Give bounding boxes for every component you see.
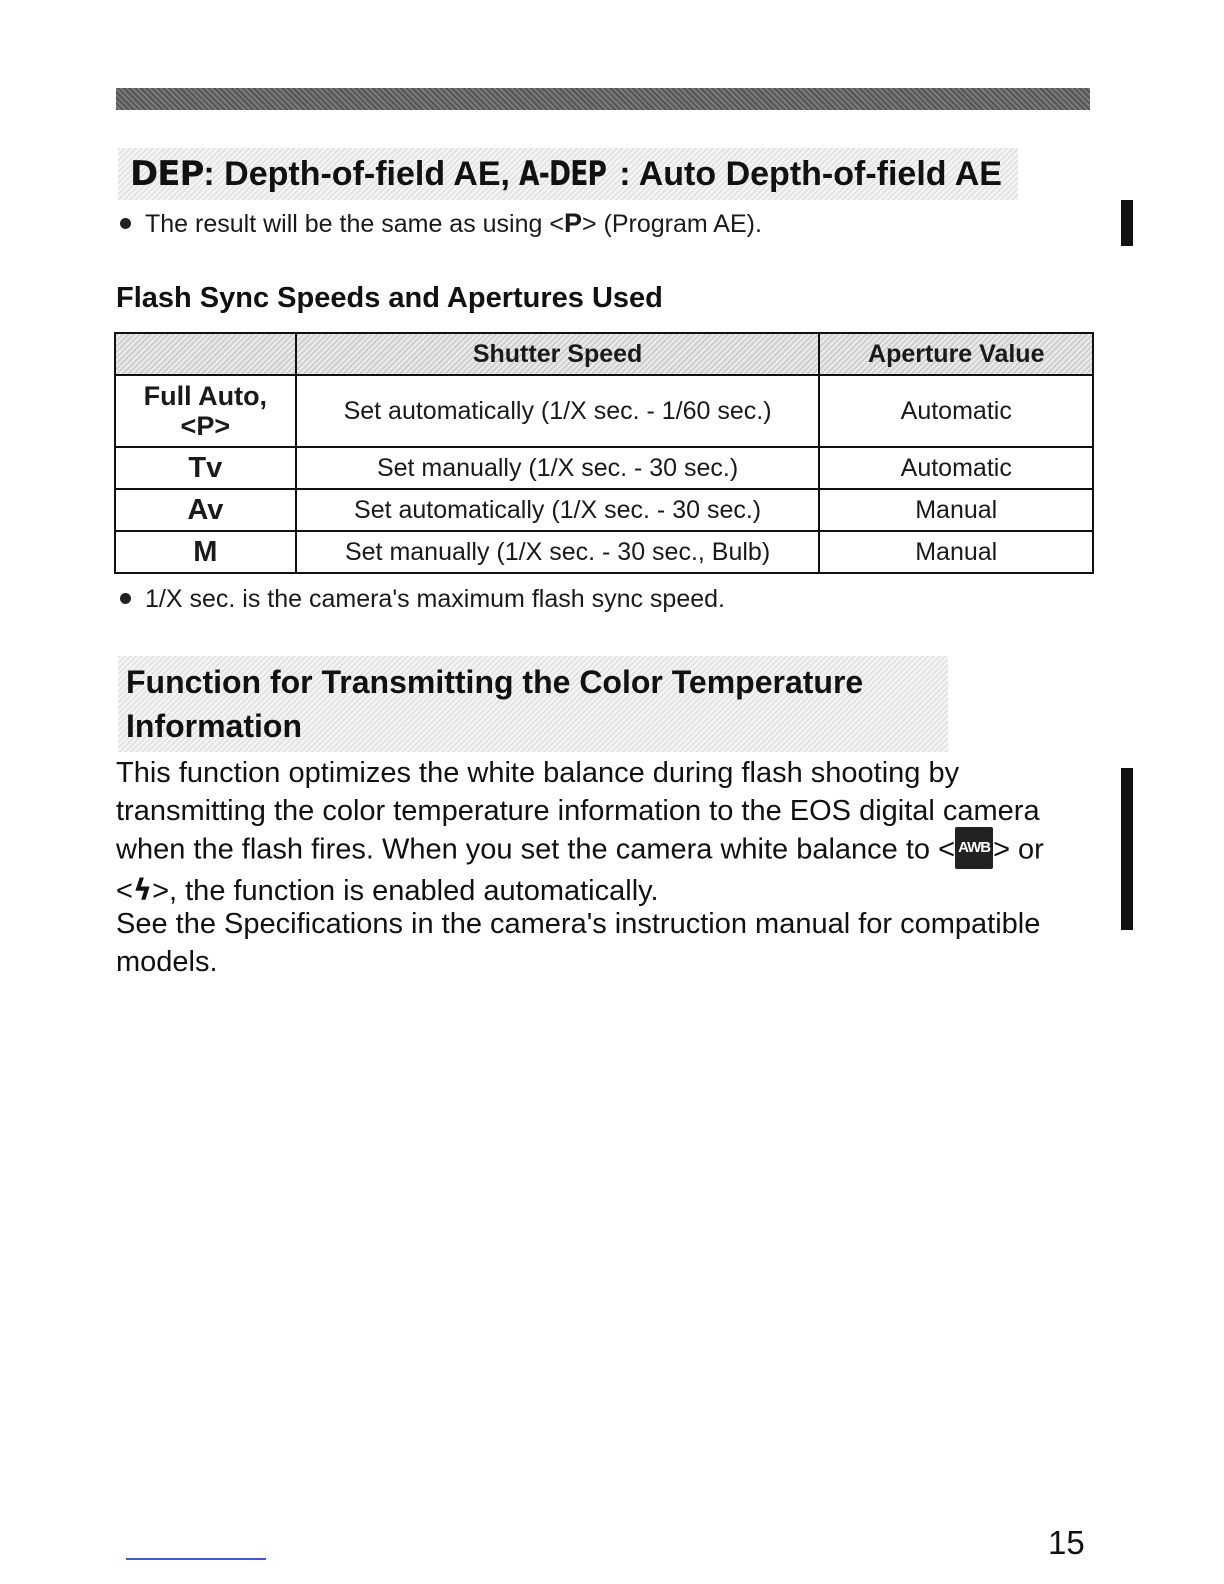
flash-sync-table xyxy=(114,332,1094,574)
color-temp-paragraph: This function optimizes the white balance during flash shooting by transmitting the color temperature information to the EOS digital camera when the flash fires. When you set the camera white balance to < AWB > or <ϟ>, the function is enabled automatically. xyxy=(116,757,1044,907)
mode-cell: M xyxy=(115,531,296,573)
table-row xyxy=(115,447,1093,489)
header-cell-shutter: Shutter Speed xyxy=(296,333,820,375)
aperture-cell: Automatic xyxy=(819,375,1093,447)
shutter-cell: Set automatically (1/X sec. - 1/60 sec.) xyxy=(296,375,820,447)
a-dep-heading-label: Auto Depth-of-field AE xyxy=(638,155,1002,193)
dep-heading: DEP: Depth-of-field AE, A-DEP : Auto Depth-of-field AE xyxy=(118,148,1018,200)
table-row xyxy=(115,489,1093,531)
sync-section-title: Flash Sync Speeds and Apertures Used xyxy=(116,282,663,314)
section-tab-marker xyxy=(1121,200,1133,246)
color-temp-heading: Function for Transmitting the Color Temperature Information xyxy=(118,656,948,752)
mode-cell: Full Auto, <P> xyxy=(115,375,296,447)
section-tab-marker xyxy=(1121,768,1133,930)
shutter-cell: Set automatically (1/X sec. - 30 sec.) xyxy=(296,489,820,531)
mode-cell: Av xyxy=(115,489,296,531)
mode-cell: Tv xyxy=(115,447,296,489)
aperture-cell: Automatic xyxy=(819,447,1093,489)
table-row xyxy=(115,375,1093,447)
dep-mode-icon: DEP xyxy=(130,154,204,194)
shutter-cell: Set manually (1/X sec. - 30 sec.) xyxy=(296,447,820,489)
program-mode-icon: P xyxy=(563,208,582,238)
table-header-row xyxy=(115,333,1093,375)
shutter-cell: Set manually (1/X sec. - 30 sec., Bulb) xyxy=(296,531,820,573)
header-cell-mode xyxy=(115,333,296,375)
bullet-icon xyxy=(120,218,131,229)
sync-note-bullet: 1/X sec. is the camera's maximum flash sync speed. xyxy=(120,585,725,614)
footer-rule xyxy=(126,1558,266,1560)
table-row xyxy=(115,531,1093,573)
dep-heading-label: Depth-of-field AE, xyxy=(224,155,510,193)
awb-icon: AWB xyxy=(955,827,993,869)
header-rule xyxy=(116,88,1090,110)
aperture-cell: Manual xyxy=(819,489,1093,531)
specifications-paragraph: See the Specifications in the camera's instruction manual for compatible models. xyxy=(116,908,1041,978)
flash-icon: ϟ xyxy=(132,872,153,907)
dep-bullet: The result will be the same as using <P> (Program AE). xyxy=(120,208,762,239)
page-number: 15 xyxy=(1048,1524,1085,1561)
bullet-icon xyxy=(120,593,131,604)
header-cell-aperture: Aperture Value xyxy=(819,333,1093,375)
aperture-cell: Manual xyxy=(819,531,1093,573)
a-dep-mode-icon: A-DEP xyxy=(519,154,607,194)
